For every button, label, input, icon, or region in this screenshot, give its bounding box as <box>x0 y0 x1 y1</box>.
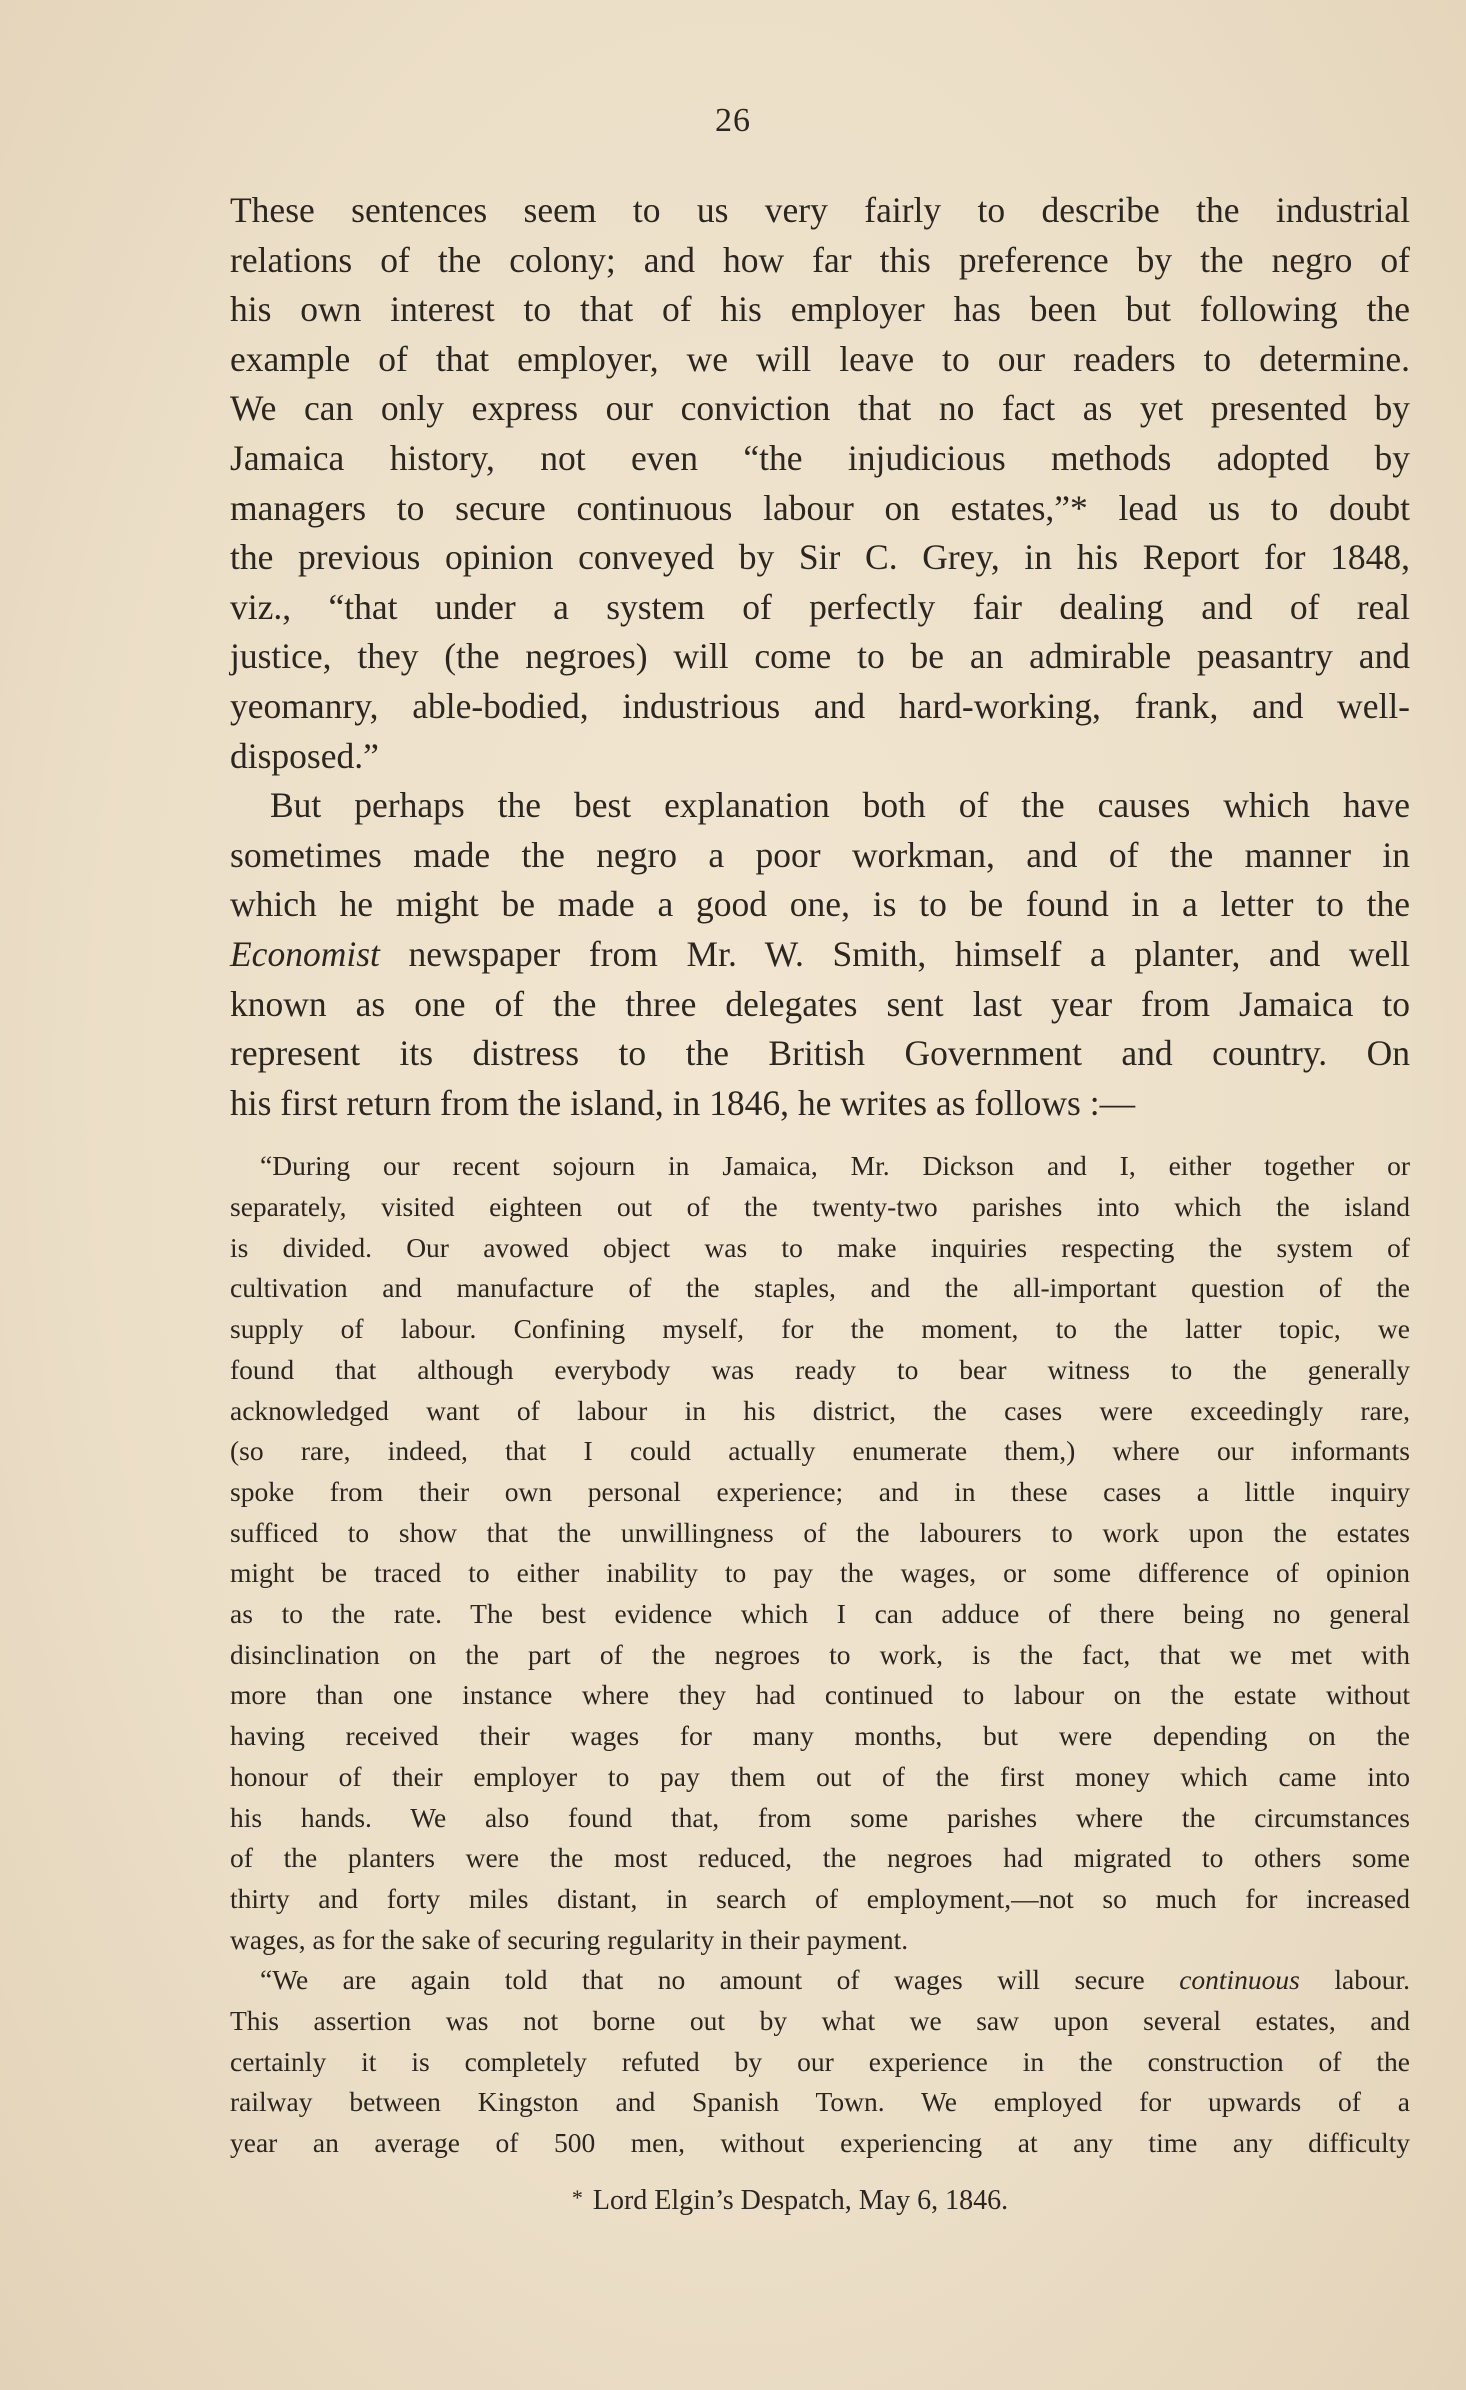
quote-line <box>230 1960 1410 2001</box>
economist-title: Economist <box>230 933 380 974</box>
text-line: known as one of the three delegates sent last year from Jamaica to <box>230 983 1410 1024</box>
text-line: his first return from the island, in 1846, he writes as follows :— <box>230 1082 1136 1123</box>
text-line: represent its distress to the British Government and country. On <box>230 1033 1410 1074</box>
text-line: viz., “that under a system of perfectly fair dealing and of real <box>230 586 1410 627</box>
quote-line: thirty and forty miles distant, in search of employment,—not so much for increased <box>230 1882 1410 1914</box>
quote-line: “During our recent sojourn in Jamaica, Mr. Dickson and I, either together or <box>260 1150 1410 1182</box>
quote-line: of the planters were the most reduced, the negroes had migrated to others some <box>230 1842 1410 1874</box>
quote-line: having received their wages for many months, but were depending on the <box>230 1720 1410 1752</box>
quote-line: found that although everybody was ready to bear witness to the generally <box>230 1353 1410 1385</box>
text-line: yeomanry, able-bodied, industrious and hard-working, frank, and well- <box>230 685 1410 726</box>
quote-line: separately, visited eighteen out of the twenty-two parishes into which the island <box>230 1190 1410 1222</box>
paragraph-2 <box>230 781 1410 1128</box>
quote-line: spoke from their own personal experience; and in these cases a little inquiry <box>230 1475 1410 1507</box>
quote-line: certainly it is completely refuted by our experience in the construction of the <box>230 2045 1410 2077</box>
quote-line: cultivation and manufacture of the staples, and the all-important question of the <box>230 1272 1410 1304</box>
text-line: example of that employer, we will leave to our readers to determine. <box>230 338 1410 379</box>
quote-line: disinclination on the part of the negroes to work, is the fact, that we met with <box>230 1638 1410 1670</box>
footnote-text: Lord Elgin’s Despatch, May 6, 1846. <box>592 2184 1009 2216</box>
text-line: We can only express our conviction that no fact as yet presented by <box>230 388 1410 429</box>
quote-line: This assertion was not borne out by what we saw upon several estates, and <box>230 2005 1410 2037</box>
text-fragment: labour. <box>1299 1964 1410 1996</box>
quote-line: might be traced to either inability to pay the wages, or some difference of opinion <box>230 1557 1410 1589</box>
quote-line: honour of their employer to pay them out of the first money which came into <box>230 1760 1410 1792</box>
quote-line: year an average of 500 men, without experiencing at any time any difficulty <box>230 2127 1410 2159</box>
quote-line: as to the rate. The best evidence which I can adduce of there being no general <box>230 1598 1410 1630</box>
text-line: relations of the colony; and how far this preference by the negro of <box>230 239 1410 280</box>
text-line: the previous opinion conveyed by Sir C. Grey, in his Report for 1848, <box>230 537 1410 578</box>
text-line: Jamaica history, not even “the injudicious methods adopted by <box>230 437 1410 478</box>
text-fragment: newspaper from Mr. W. Smith, himself a planter, and well <box>379 933 1410 974</box>
italic-word: continuous <box>1179 1964 1300 1996</box>
text-line: These sentences seem to us very fairly to describe the industrial <box>230 190 1410 230</box>
text-line: justice, they (the negroes) will come to be an admirable peasantry and <box>230 636 1410 677</box>
text-line: managers to secure continuous labour on estates,”* lead us to doubt <box>230 487 1410 528</box>
quote-line: supply of labour. Confining myself, for the moment, to the latter topic, we <box>230 1313 1410 1345</box>
quote-line: is divided. Our avowed object was to make inquiries respecting the system of <box>230 1231 1410 1263</box>
text-line: sometimes made the negro a poor workman, and of the manner in <box>230 834 1410 875</box>
quote-line: (so rare, indeed, that I could actually enumerate them,) where our informants <box>230 1435 1410 1467</box>
quote-line: sufficed to show that the unwillingness of the labourers to work upon the estates <box>230 1516 1410 1548</box>
quote-line: railway between Kingston and Spanish Town. We employed for upwards of a <box>230 2086 1410 2118</box>
page-number: 26 <box>715 102 751 139</box>
text-line <box>230 930 1410 980</box>
footnote-marker: * <box>571 2184 583 2210</box>
quote-line: his hands. We also found that, from some parishes where the circumstances <box>230 1801 1410 1833</box>
body-text <box>230 186 1410 2221</box>
quotation-block <box>230 1146 1410 2164</box>
quote-line: acknowledged want of labour in his district, the cases were exceedingly rare, <box>230 1394 1410 1426</box>
footnote <box>230 2178 1410 2221</box>
text-fragment: “We are again told that no amount of wages will secure <box>260 1964 1180 1996</box>
text-line: disposed.” <box>230 735 379 776</box>
text-line: his own interest to that of his employer has been but following the <box>230 289 1410 330</box>
text-line: which he might be made a good one, is to be found in a letter to the <box>230 884 1410 925</box>
quote-line: more than one instance where they had continued to labour on the estate without <box>230 1679 1410 1711</box>
paragraph-1 <box>230 186 1410 781</box>
text-line: But perhaps the best explanation both of the causes which have <box>270 785 1410 826</box>
quote-line: wages, as for the sake of securing regularity in their payment. <box>230 1923 909 1955</box>
